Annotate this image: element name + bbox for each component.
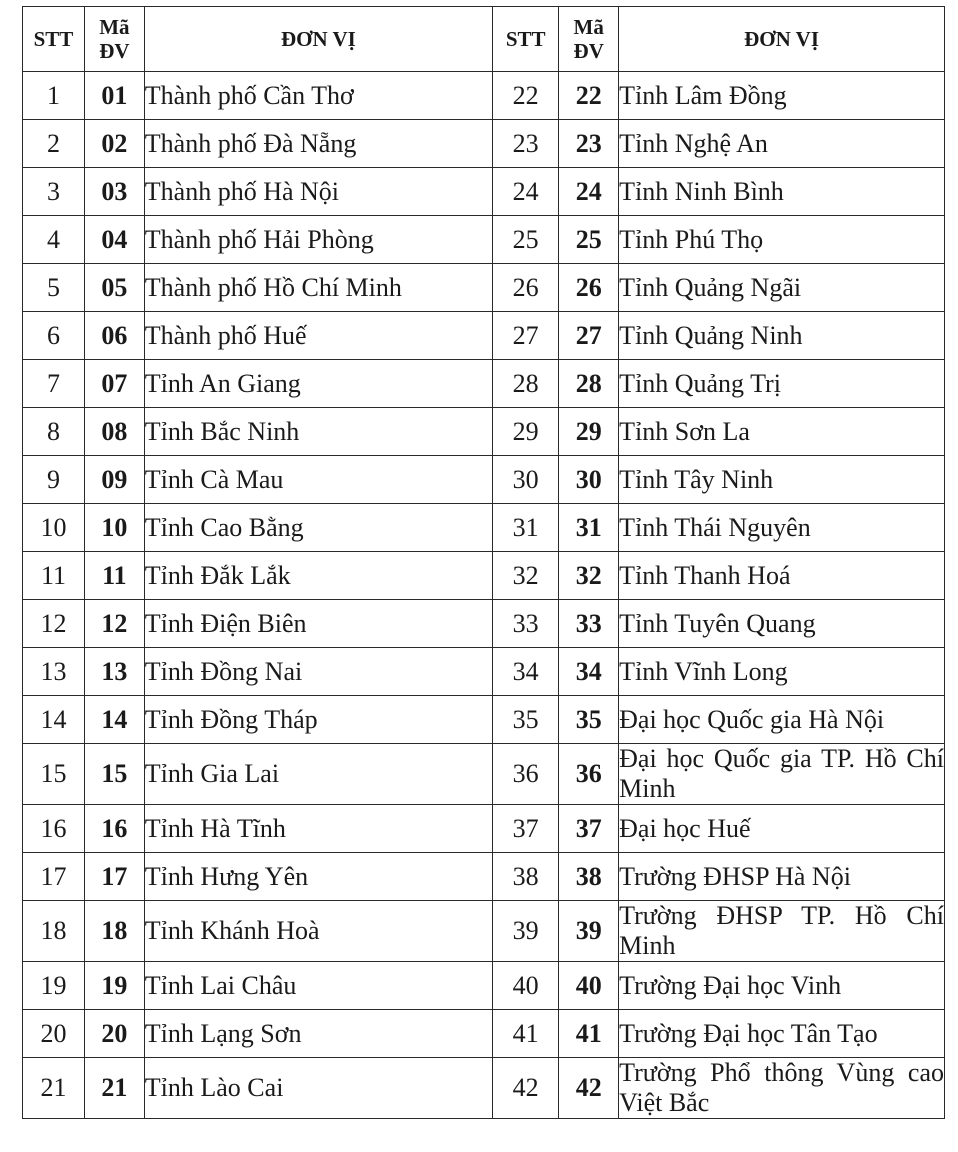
row-unit-code: 26	[559, 264, 619, 312]
row-unit-name: Thành phố Hải Phòng	[144, 216, 492, 264]
table-row	[23, 168, 945, 216]
row-stt: 1	[23, 72, 85, 120]
row-unit-code: 35	[559, 696, 619, 744]
row-unit-name: Thành phố Cần Thơ	[144, 72, 492, 120]
row-stt: 32	[493, 552, 559, 600]
table-row	[23, 216, 945, 264]
table-row	[23, 312, 945, 360]
row-stt: 28	[493, 360, 559, 408]
row-unit-name: Tỉnh Đồng Tháp	[144, 696, 492, 744]
row-unit-name: Tỉnh Gia Lai	[144, 744, 492, 805]
row-stt: 15	[23, 744, 85, 805]
table-header-row	[23, 7, 945, 72]
row-stt: 8	[23, 408, 85, 456]
row-unit-code: 34	[559, 648, 619, 696]
row-stt: 12	[23, 600, 85, 648]
row-unit-code: 21	[84, 1058, 144, 1119]
table-row	[23, 901, 945, 962]
table-row	[23, 504, 945, 552]
row-stt: 36	[493, 744, 559, 805]
row-unit-name: Tỉnh Nghệ An	[619, 120, 945, 168]
row-unit-code: 15	[84, 744, 144, 805]
row-unit-code: 28	[559, 360, 619, 408]
row-stt: 3	[23, 168, 85, 216]
row-unit-code: 09	[84, 456, 144, 504]
row-unit-name: Tỉnh Khánh Hoà	[144, 901, 492, 962]
row-unit-name: Tỉnh Bắc Ninh	[144, 408, 492, 456]
header-stt-left: STT	[23, 7, 85, 72]
row-unit-code: 13	[84, 648, 144, 696]
row-unit-name: Tỉnh Đồng Nai	[144, 648, 492, 696]
row-unit-code: 02	[84, 120, 144, 168]
row-unit-name: Tỉnh Hưng Yên	[144, 853, 492, 901]
row-unit-code: 22	[559, 72, 619, 120]
row-unit-code: 16	[84, 805, 144, 853]
row-unit-name: Đại học Quốc gia Hà Nội	[619, 696, 945, 744]
row-stt: 19	[23, 962, 85, 1010]
header-code-left: Mã ĐV	[84, 7, 144, 72]
row-stt: 13	[23, 648, 85, 696]
table-row	[23, 744, 945, 805]
row-unit-name: Tỉnh Tây Ninh	[619, 456, 945, 504]
row-unit-code: 18	[84, 901, 144, 962]
row-unit-code: 24	[559, 168, 619, 216]
row-stt: 39	[493, 901, 559, 962]
row-unit-name: Tỉnh Quảng Ngãi	[619, 264, 945, 312]
row-unit-name: Tỉnh Lai Châu	[144, 962, 492, 1010]
row-stt: 25	[493, 216, 559, 264]
row-unit-name: Đại học Quốc gia TP. Hồ Chí Minh	[619, 744, 944, 803]
row-stt: 24	[493, 168, 559, 216]
row-unit-name: Thành phố Đà Nẵng	[144, 120, 492, 168]
row-stt: 22	[493, 72, 559, 120]
row-unit-code: 33	[559, 600, 619, 648]
row-unit-code: 36	[559, 744, 619, 805]
row-unit-code: 01	[84, 72, 144, 120]
row-unit-name: Tỉnh Lạng Sơn	[144, 1010, 492, 1058]
table-row	[23, 408, 945, 456]
header-unit-left: ĐƠN VỊ	[144, 7, 492, 72]
row-stt: 23	[493, 120, 559, 168]
table-row	[23, 853, 945, 901]
row-stt: 5	[23, 264, 85, 312]
row-unit-name: Tỉnh Thái Nguyên	[619, 504, 945, 552]
table-row	[23, 264, 945, 312]
row-unit-code: 39	[559, 901, 619, 962]
table-body	[23, 72, 945, 1119]
row-unit-code: 25	[559, 216, 619, 264]
row-stt: 29	[493, 408, 559, 456]
row-stt: 4	[23, 216, 85, 264]
row-unit-code: 14	[84, 696, 144, 744]
row-unit-code: 32	[559, 552, 619, 600]
row-stt: 38	[493, 853, 559, 901]
header-stt-right: STT	[493, 7, 559, 72]
row-stt: 20	[23, 1010, 85, 1058]
row-stt: 2	[23, 120, 85, 168]
row-unit-name: Tỉnh Đắk Lắk	[144, 552, 492, 600]
row-unit-code: 03	[84, 168, 144, 216]
row-unit-name: Trường ĐHSP TP. Hồ Chí Minh	[619, 901, 944, 960]
row-unit-name: Tỉnh Thanh Hoá	[619, 552, 945, 600]
row-unit-name: Tỉnh Quảng Ninh	[619, 312, 945, 360]
row-unit-code: 08	[84, 408, 144, 456]
row-stt: 18	[23, 901, 85, 962]
unit-code-table	[22, 6, 945, 1119]
row-unit-name: Tỉnh Ninh Bình	[619, 168, 945, 216]
table-row	[23, 120, 945, 168]
row-unit-code: 06	[84, 312, 144, 360]
row-unit-name: Tỉnh Vĩnh Long	[619, 648, 945, 696]
table-row	[23, 360, 945, 408]
row-unit-code: 41	[559, 1010, 619, 1058]
row-unit-name: Tỉnh Lào Cai	[144, 1058, 492, 1119]
row-stt: 9	[23, 456, 85, 504]
row-stt: 42	[493, 1058, 559, 1119]
row-stt: 26	[493, 264, 559, 312]
row-unit-code: 04	[84, 216, 144, 264]
table-row	[23, 1058, 945, 1119]
row-unit-code: 12	[84, 600, 144, 648]
row-stt: 10	[23, 504, 85, 552]
row-unit-name: Tỉnh An Giang	[144, 360, 492, 408]
row-stt: 40	[493, 962, 559, 1010]
row-stt: 41	[493, 1010, 559, 1058]
row-unit-code: 19	[84, 962, 144, 1010]
row-stt: 21	[23, 1058, 85, 1119]
header-code-right: Mã ĐV	[559, 7, 619, 72]
table-row	[23, 600, 945, 648]
row-unit-code: 11	[84, 552, 144, 600]
row-unit-code: 27	[559, 312, 619, 360]
table-row	[23, 72, 945, 120]
row-unit-code: 30	[559, 456, 619, 504]
row-unit-name: Trường Đại học Vinh	[619, 962, 945, 1010]
row-unit-name: Đại học Huế	[619, 805, 945, 853]
row-stt: 35	[493, 696, 559, 744]
row-unit-code: 07	[84, 360, 144, 408]
row-unit-code: 17	[84, 853, 144, 901]
row-stt: 31	[493, 504, 559, 552]
table-row	[23, 1010, 945, 1058]
row-unit-code: 37	[559, 805, 619, 853]
table-row	[23, 962, 945, 1010]
row-unit-code: 05	[84, 264, 144, 312]
row-unit-code: 23	[559, 120, 619, 168]
row-unit-code: 10	[84, 504, 144, 552]
table-row	[23, 456, 945, 504]
header-unit-right: ĐƠN VỊ	[619, 7, 945, 72]
table-row	[23, 805, 945, 853]
row-unit-code: 38	[559, 853, 619, 901]
row-unit-name: Trường ĐHSP Hà Nội	[619, 853, 945, 901]
row-unit-name: Tỉnh Lâm Đồng	[619, 72, 945, 120]
row-stt: 14	[23, 696, 85, 744]
table-row	[23, 696, 945, 744]
row-unit-name: Tỉnh Hà Tĩnh	[144, 805, 492, 853]
row-stt: 11	[23, 552, 85, 600]
table-row	[23, 648, 945, 696]
row-stt: 37	[493, 805, 559, 853]
row-stt: 6	[23, 312, 85, 360]
table-row	[23, 552, 945, 600]
row-unit-name: Tỉnh Cao Bằng	[144, 504, 492, 552]
row-unit-name: Trường Phổ thông Vùng cao Việt Bắc	[619, 1058, 944, 1117]
row-unit-name: Tỉnh Quảng Trị	[619, 360, 945, 408]
row-unit-name: Tỉnh Cà Mau	[144, 456, 492, 504]
row-unit-name: Tỉnh Sơn La	[619, 408, 945, 456]
row-unit-name: Thành phố Hà Nội	[144, 168, 492, 216]
row-unit-code: 29	[559, 408, 619, 456]
row-unit-code: 42	[559, 1058, 619, 1119]
row-stt: 17	[23, 853, 85, 901]
row-stt: 7	[23, 360, 85, 408]
row-unit-name: Thành phố Huế	[144, 312, 492, 360]
row-unit-name: Trường Đại học Tân Tạo	[619, 1010, 945, 1058]
row-stt: 16	[23, 805, 85, 853]
row-stt: 33	[493, 600, 559, 648]
row-stt: 27	[493, 312, 559, 360]
row-unit-name: Tỉnh Tuyên Quang	[619, 600, 945, 648]
row-unit-name: Tỉnh Điện Biên	[144, 600, 492, 648]
row-unit-name: Thành phố Hồ Chí Minh	[144, 264, 492, 312]
row-unit-code: 20	[84, 1010, 144, 1058]
row-unit-code: 40	[559, 962, 619, 1010]
row-stt: 30	[493, 456, 559, 504]
row-unit-code: 31	[559, 504, 619, 552]
row-unit-name: Tỉnh Phú Thọ	[619, 216, 945, 264]
row-stt: 34	[493, 648, 559, 696]
